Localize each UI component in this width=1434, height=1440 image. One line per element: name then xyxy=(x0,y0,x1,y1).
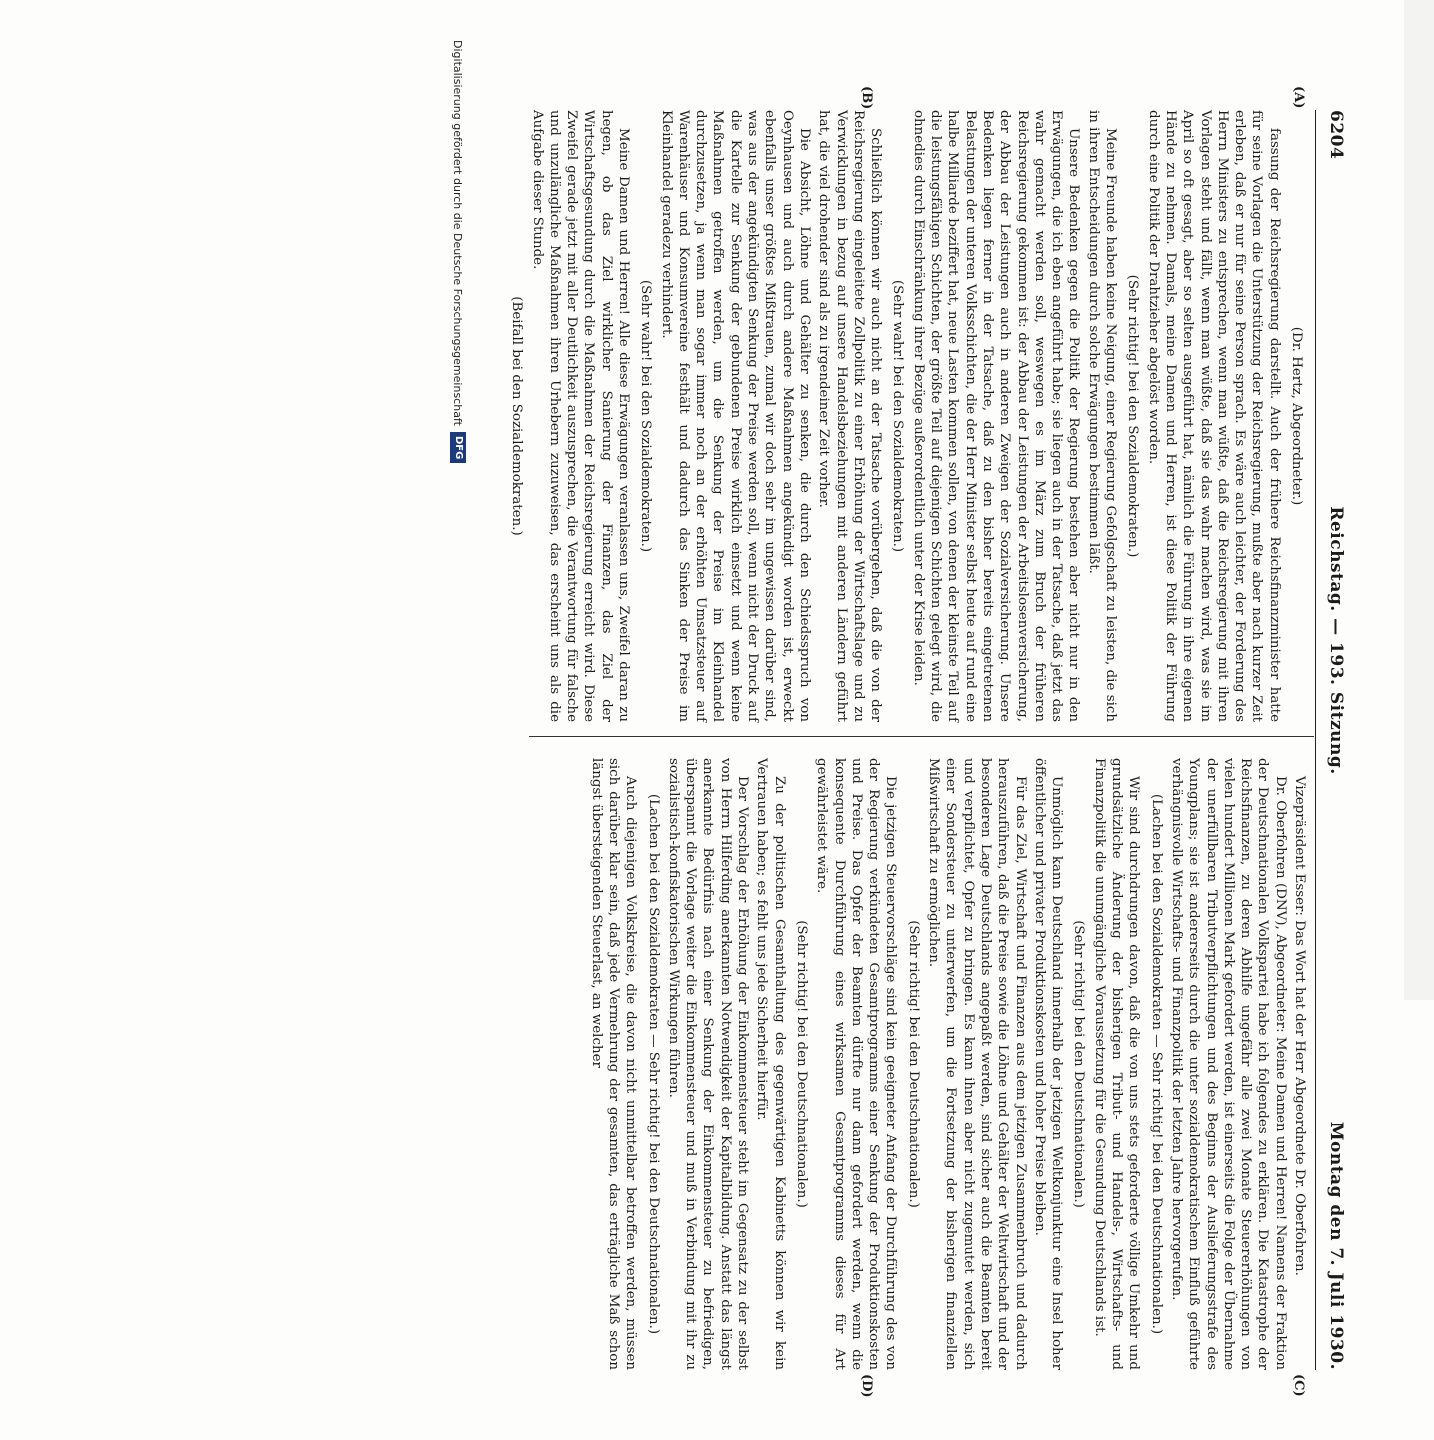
margin-mark-d: (D) xyxy=(859,1374,874,1398)
session-title: Reichstag. — 193. Sitzung. xyxy=(1326,506,1346,775)
margin-mark-a: (A) xyxy=(1291,86,1306,109)
header-rule xyxy=(1315,110,1316,1370)
dfg-logo: DFG xyxy=(450,432,466,463)
interjection: (Sehr richtig! bei den Deutschnationalen.) xyxy=(905,920,921,1208)
margin-mark-c: (C) xyxy=(1291,1374,1306,1397)
left-column xyxy=(509,110,1308,722)
applause-note: (Beifall bei den Sozialdemokraten.) xyxy=(509,296,525,536)
paragraph: Wir sind durchdrungen davon, daß die von uns stets geforderte völlige Umkehr und grundsätzliche Änderung der bisherigen Tribut- und Handels-, Wirtschafts- und Finanzpolitik die unumgängliche Voraussetzung für die Gesundung Deutschlands ist. xyxy=(1091,758,1142,1370)
paragraph: Schließlich können wir auch nicht an der Tatsache vorübergehen, daß die von der Reichsregierung eingeleitete Zollpolitik zu einer Erhöhung der Wirtschaftslage und zu Verwicklungen in bezug auf unsere Handelsbeziehungen mit anderen Ländern geführt hat, die viel drohender sind als zu irgendeiner Zeit vorher. xyxy=(816,110,884,722)
paragraph: Dr. Oberfohren (DNV), Abgeordneter: Meine Damen und Herren! Namens der Fraktion der Deutschnationalen Volkspartei habe ich folgendes zu erklären. Die Katastrophe der Reichsfinanzen, zu deren Abhilfe ungefähr alle zwei Monate Steuererhöhungen von vielen hundert Millionen Mark gefordert werden, ist einerseits die Folge der Übernahme der unerfüllbaren Tributverpflichtungen und des Beginns der Auslieferungsstrafe des Youngplans; sie ist andererseits durch die unter sozialdemokratischem Einfluß geführte verhängnisvolle Wirtschafts- und Finanzpolitik der letzten Jahre hervorgerufen. xyxy=(1168,758,1288,1370)
credit-text: Digitalisierung gefördert durch die Deutsche Forschungsgemeinschaft xyxy=(451,40,465,426)
paragraph: Unmöglich kann Deutschland innerhalb der jetzigen Weltkonjunktur eine Insel hoher öffentlicher und privater Produktionskosten und hoher Preise bleiben. xyxy=(1031,758,1065,1370)
paragraph: Der Vorschlag der Erhöhung der Einkommensteuer steht im Gegensatz zu der selbst von Herrn Hilferding anerkannten Notwendigkeit der Kapitalbildung. Anstatt das längst anerkannte Bedürfnis nach einer Senkung der Einkommensteuer zu befriedigen, überspannt die Vorlage weiter die Einkommensteuer und muß in Verbindung mit ihr zu sozialistisch-konfiskatorischen Wirkungen führen. xyxy=(665,758,751,1370)
interjection: (Sehr wahr! bei den Sozialdemokraten.) xyxy=(890,279,906,553)
interjection: (Sehr wahr! bei den Sozialdemokraten.) xyxy=(638,279,654,553)
scan-edge-band xyxy=(1404,0,1434,1000)
paragraph: Die Absicht, Löhne und Gehälter zu senken, die durch den Schiedsspruch von Oeynhausen und auch durch andere Maßnahmen angekündigt worden ist, erweckt ebenfalls unser größtes Mißtrauen, zumal wir doch sehr im ungewissen darüber sind, was aus der angekündigten Senkung der Preise werden soll, wenn nicht der Druck auf die Kartelle zur Senkung der gebundenen Preise wirklich einsetzt und wenn keine Maßnahmen getroffen werden, um die Senkung der Preise im Kleinhandel durchzusetzen, ja wenn man sogar immer noch an der erhöhten Umsatzsteuer auf Warenhäuser und Konsumvereine festhält und dadurch das Sinken der Preise im Kleinhandel geradezu verhindert. xyxy=(658,110,812,722)
paragraph: Die jetzigen Steuervorschläge sind kein geeigneter Anfang der Durchführung des von der Regierung verkündeten Gesamtprogramms einer Senkung der Produktionskosten und Preise. Das Opfer der Beamten dürfte nur dann gefordert werden, wenn die konsequente Durchführung eines wirksamen Gesamtprogramms dieses für Art gewährleistet wäre. xyxy=(814,758,899,1370)
paragraph: Meine Damen und Herren! Alle diese Erwägungen veranlassen uns, Zweifel daran zu hegen, ob das Ziel wirklicher Sanierung der Finanzen, das Ziel der Wirtschaftsgesundung durch die Maßnahmen der Reichsregierung erreicht wird. Diese Zweifel gerade jetzt mit aller Deutlichkeit auszusprechen, die Verantwortung für falsche und unzulängliche Maßnahmen ihren Urhebern zuzuweisen, das erscheint uns als die Aufgabe dieser Stunde. xyxy=(529,110,632,722)
paragraph: Für das Ziel, Wirtschaft und Finanzen aus dem jetzigen Zusammenbruch und dadurch herauszuführen, daß die Preise sowie die Löhne und Gehälter der Weltwirtschaft und der besonderen Lage Deutschlands angepaßt werden, sind sicher auch die Beamten bereit und verpflichtet, Opfer zu bringen. Es kann ihnen aber nicht zugemutet werden, sich einer Sondersteuer zu unterwerfen, um die Fortsetzung der bisherigen finanziellen Mißwirtschaft zu ermöglichen. xyxy=(926,758,1028,1370)
vice-president-statement: Vizepräsident Esser: Das Wort hat der Herr Abgeordnete Dr. Oberfohren. xyxy=(1292,776,1307,1276)
interjection: (Lachen bei den Sozialdemokraten — Sehr richtig! bei den Deutschnationalen.) xyxy=(645,793,661,1335)
paragraph: fassung der Reichsregierung darstellt. Auch der frühere Reichsfinanzminister hatte für seine Vorlagen die Unterstützung der Reichsregierung, mußte aber nach kurzer Zeit erleben, daß er nur für seine Person sprach. Es wäre auch leichter, der Forderung des Herrn Ministers zu entsprechen, wenn man wüßte, daß die Reichsregierung mit ihren Vorlagen steht und fällt, wenn man wüßte, daß sie das wahr machen wird, was sie im April so oft gesagt, aber so selten ausgeführt hat, nämlich die Führung in ihre eigenen Hände zu nehmen. Damals, meine Damen und Herren, ist diese Politik der Führung durch eine Politik der Drahtzieher abgelöst worden. xyxy=(1145,110,1282,722)
paragraph: Auch diejenigen Volkskreise, die davon nicht unmittelbar betroffen werden, müssen sich darüber klar sein, daß jede Vermehrung der gesamten, das erträgliche Maß schon längst übersteigenden Steuerlast, an welcher xyxy=(588,758,639,1370)
interjection: (Sehr richtig! bei den Deutschnationalen.) xyxy=(793,920,809,1208)
digitization-credit xyxy=(447,40,469,1440)
speaker-continuation: (Dr. Hertz, Abgeordneter.) xyxy=(1289,326,1304,506)
paragraph: Meine Freunde haben keine Neigung, einer Regierung Gefolgschaft zu leisten, die sich in ihren Entscheidungen durch solche Erwägungen bestimmen läßt. xyxy=(1085,110,1119,722)
session-date: Montag den 7. Juli 1930. xyxy=(1326,1121,1346,1370)
column-divider xyxy=(529,736,1314,737)
interjection: (Sehr richtig! bei den Deutschnationalen.) xyxy=(1071,920,1087,1208)
margin-mark-b: (B) xyxy=(859,86,874,110)
paragraph: Unsere Bedenken gegen die Politik der Regierung bestehen aber nicht nur in den Erwägungen, die ich eben angeführt habe; sie liegen auch in der Tatsache, daß jetzt das wahr gemacht werden soll, weswegen es im März zum Bruch der früheren Reichsregierung gekommen ist: der Abbau der Leistungen der Arbeitslosenversicherung, der Abbau der Leistungen auch in anderen Zweigen der Sozialversicherung. Unsere Bedenken liegen ferner in der Tatsache, daß zu den bisher bereits eingetretenen Belastungen der unteren Volksschichten, die der Herr Minister selbst heute auf rund eine halbe Milliarde beziffert hat, neue Lasten kommen sollen, von denen der kleinste Teil auf die leistungsfähigen Schichten, der größte Teil auf diejenigen Schichten gelegt wird, die ohnedies durch Einschränkung ihrer Bezüge außerordentlich unter der Krise leiden. xyxy=(910,110,1082,722)
paragraph: Zu der politischen Gesamthaltung des gegenwärtigen Kabinetts können wir kein Vertrauen haben; es fehlt uns jede Sicherheit hierfür. xyxy=(754,758,787,1370)
page-header xyxy=(1318,110,1354,1370)
interjection: (Sehr richtig! bei den Sozialdemokraten.) xyxy=(1125,274,1141,558)
interjection: (Lachen bei den Sozialdemokraten — Sehr richtig! bei den Deutschnationalen.) xyxy=(1148,793,1164,1335)
page-number: 6204 xyxy=(1326,110,1346,160)
right-column xyxy=(518,758,1308,1370)
